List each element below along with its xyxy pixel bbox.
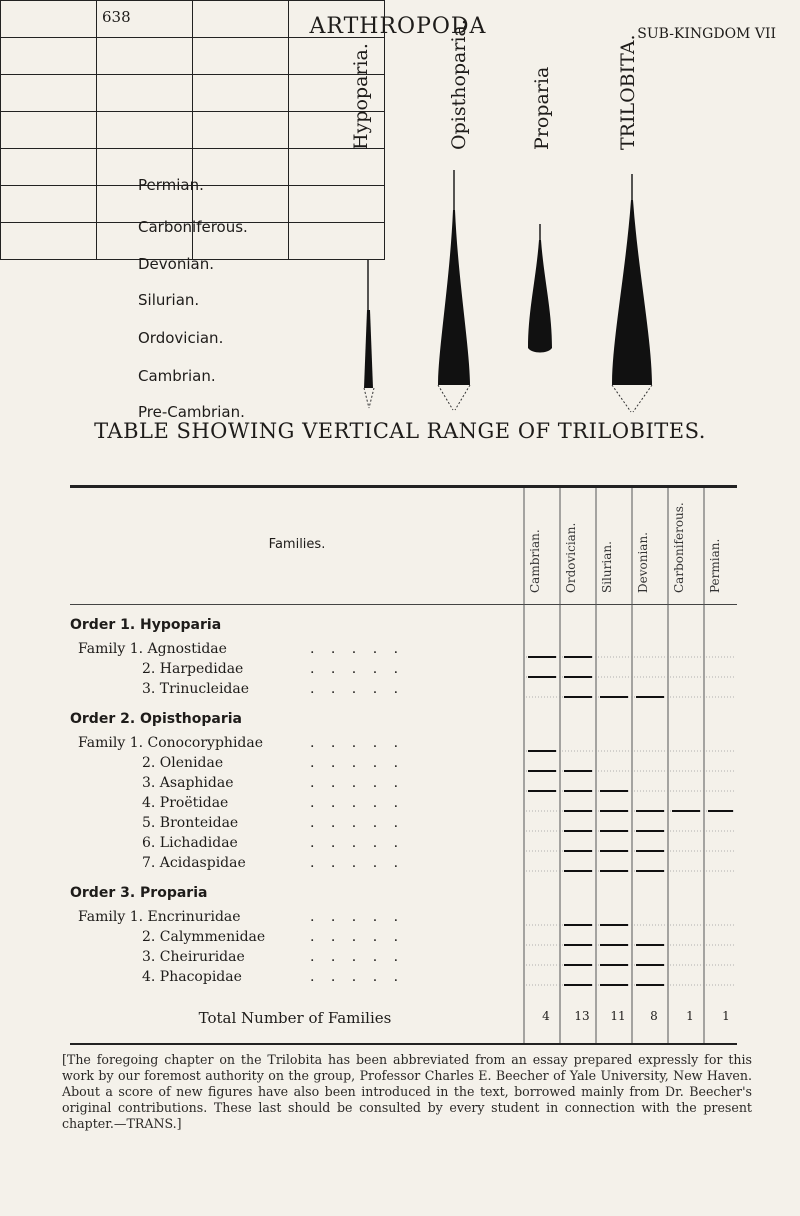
period-header-silurian: Silurian. [600,541,614,593]
dot-leader: . . . . . [310,949,405,965]
opisthoparia-range-spindle [438,210,470,385]
hypoparia-precambrian-dots-right [369,388,374,408]
period-header-carboniferous: Carboniferous. [672,502,686,593]
dot-leader: . . . . . [310,755,405,771]
period-header-ordovician: Ordovician. [564,522,578,593]
column-heading-trilobita: TRILOBITA. [617,34,639,150]
total-ordovician: 13 [574,1009,590,1023]
order-title: Order 3. Proparia [70,885,208,901]
dot-leader: . . . . . [310,735,405,751]
family-label: Family 1. Conocoryphidae [78,735,264,751]
period-label-permian: Permian. [138,176,204,194]
period-label-carboniferous: Carboniferous. [138,218,248,236]
total-cambrian: 4 [542,1009,550,1023]
page-number: 638 [102,8,131,26]
range-spindles [326,160,726,440]
period-header-permian: Permian. [708,538,722,593]
family-label: 3. Trinucleidae [142,681,250,697]
family-label: Family 1. Encrinuridae [78,909,241,925]
column-heading-opisthoparia: Opisthoparia. [448,19,470,150]
table-bottom-rule [70,1043,737,1045]
period-label-silurian: Silurian. [138,291,200,309]
total-carboniferous: 1 [686,1009,694,1023]
dot-leader: . . . . . [310,681,405,697]
footnote: [The foregoing chapter on the Trilobita has been abbreviated from an essay prepared expressly for this work by our foremost authority on the group, Professor Charles E. Beecher of Yale University, New Haven. About a score of new figures have also been introduced in the text, borrowed mainly from Dr. Beecher's original contributions. These last should be consulted by every student in connection with the present chapter.—TRANS.] [62,1052,752,1131]
column-heading-hypoparia: Hypoparia. [350,43,372,150]
family-label: 3. Cheiruridae [142,949,245,965]
families-column-header: Families. [268,537,326,552]
family-label: Family 1. Agnostidae [78,641,227,657]
dot-leader: . . . . . [310,929,405,945]
hypoparia-precambrian-dots [364,388,369,408]
dot-leader: . . . . . [310,661,405,677]
family-label: 4. Phacopidae [142,969,242,985]
sub-kingdom-label: SUB-KINGDOM VII [637,26,776,42]
family-label: 5. Bronteidae [142,815,239,831]
family-label: 4. Proëtidae [142,795,229,811]
total-permian: 1 [722,1009,730,1023]
dot-leader: . . . . . [310,909,405,925]
total-silurian: 11 [610,1009,626,1023]
trilobita-precambrian-dots [612,385,631,412]
family-label: 6. Lichadidae [142,835,238,851]
period-label-ordovician: Ordovician. [138,329,224,347]
table-header-rule [70,604,737,605]
period-header-devonian: Devonian. [636,532,650,593]
proparia-range-spindle [528,240,552,353]
opisthoparia-precambrian-dots [438,385,453,410]
table-caption: TABLE SHOWING VERTICAL RANGE OF TRILOBITES. [94,419,706,443]
dot-leader: . . . . . [310,815,405,831]
family-label: 7. Acidaspidae [142,855,246,871]
family-label: 3. Asaphidae [142,775,234,791]
total-families-label: Total Number of Families [198,1009,392,1027]
opisthoparia-precambrian-dots-right [455,385,470,410]
dot-leader: . . . . . [310,795,405,811]
running-title: ARTHROPODA [309,14,487,39]
period-label-devonian: Devonian. [138,255,214,273]
period-label-precambrian: Pre-Cambrian. [138,403,245,421]
families-table [70,485,737,1045]
family-label: 2. Harpedidae [142,661,244,677]
dot-leader: . . . . . [310,641,405,657]
period-label-cambrian: Cambrian. [138,367,216,385]
family-label: 2. Olenidae [142,755,224,771]
dot-leader: . . . . . [310,775,405,791]
family-label: 2. Calymmenidae [142,929,266,945]
column-heading-proparia: Proparia [531,66,553,150]
period-header-cambrian: Cambrian. [528,529,542,593]
order-title: Order 1. Hypoparia [70,617,222,633]
table-top-rule [70,485,737,488]
trilobita-range-spindle [612,200,652,385]
dot-leader: . . . . . [310,855,405,871]
trilobita-precambrian-dots-right [633,385,652,412]
dot-leader: . . . . . [310,969,405,985]
dot-leader: . . . . . [310,835,405,851]
hypoparia-range-spindle [364,310,373,388]
order-title: Order 2. Opisthoparia [70,711,242,727]
total-devonian: 8 [650,1009,658,1023]
